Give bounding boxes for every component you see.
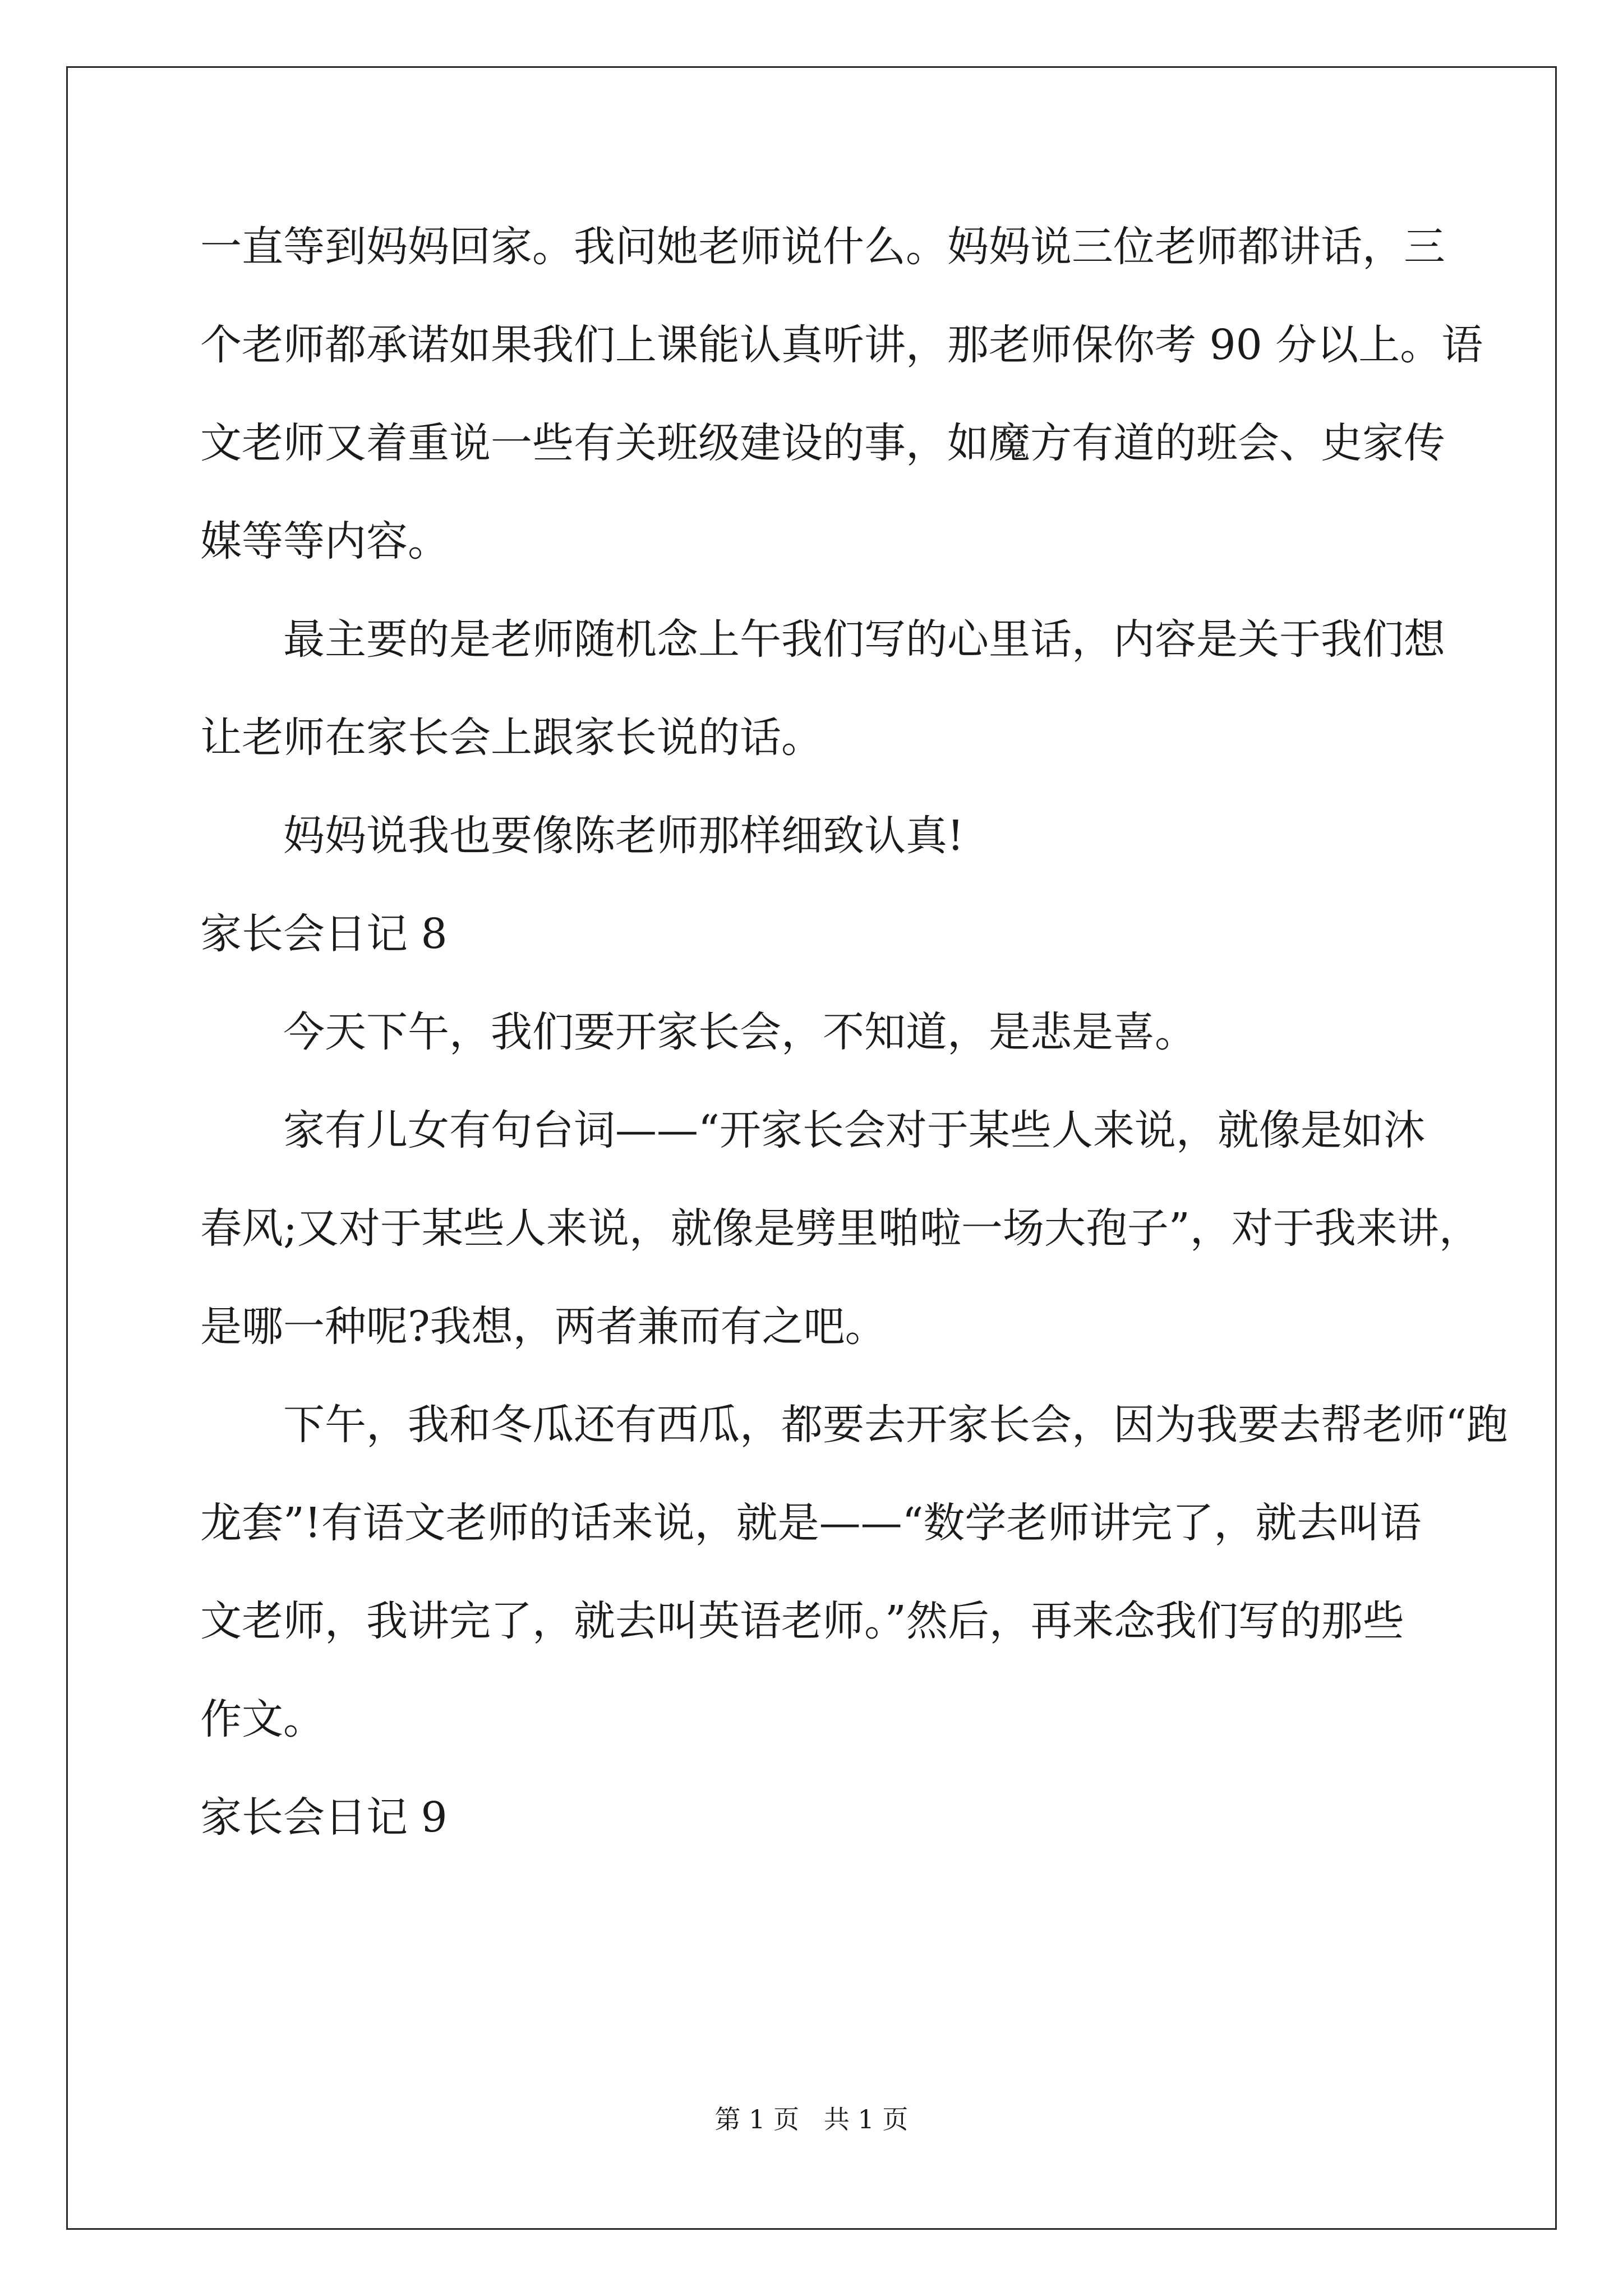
text-line: 最主要的是老师随机念上午我们写的心里话，内容是关于我们想 (283, 615, 1445, 664)
text-line: 今天下午，我们要开家长会，不知道，是悲是喜。 (283, 1008, 1196, 1056)
text-line: 作文。 (200, 1695, 325, 1743)
text-line: 家有儿女有句台词——“开家长会对于某些人来说，就像是如沐 (283, 1106, 1425, 1154)
text-line: 春风;又对于某些人来说，就像是劈里啪啦一场大孢子”，对于我来讲， (200, 1204, 1481, 1253)
section-heading: 家长会日记 9 (200, 1793, 448, 1842)
section-heading: 家长会日记 8 (200, 910, 448, 958)
text-line: 媒等等内容。 (200, 517, 449, 565)
text-line: 文老师，我讲完了，就去叫英语老师。”然后，再来念我们写的那些 (200, 1597, 1404, 1645)
text-line: 是哪一种呢?我想，两者兼而有之吧。 (200, 1303, 887, 1351)
text-line: 一直等到妈妈回家。我问她老师说什么。妈妈说三位老师都讲话，三 (200, 223, 1445, 271)
text-line: 龙套”!有语文老师的话来说，就是——“数学老师讲完了，就去叫语 (200, 1499, 1422, 1547)
text-line: 文老师又着重说一些有关班级建设的事，如魔方有道的班会、史家传 (200, 419, 1445, 467)
text-line: 个老师都承诺如果我们上课能认真听讲，那老师保你考 90 分以上。语 (200, 321, 1483, 369)
text-line: 妈妈说我也要像陈老师那样细致认真! (283, 812, 964, 860)
page-number-footer: 第 1 页 共 1 页 (714, 2104, 909, 2134)
text-line: 下午，我和冬瓜还有西瓜，都要去开家长会，因为我要去帮老师“跑 (283, 1401, 1508, 1449)
text-line: 让老师在家长会上跟家长说的话。 (200, 714, 823, 762)
